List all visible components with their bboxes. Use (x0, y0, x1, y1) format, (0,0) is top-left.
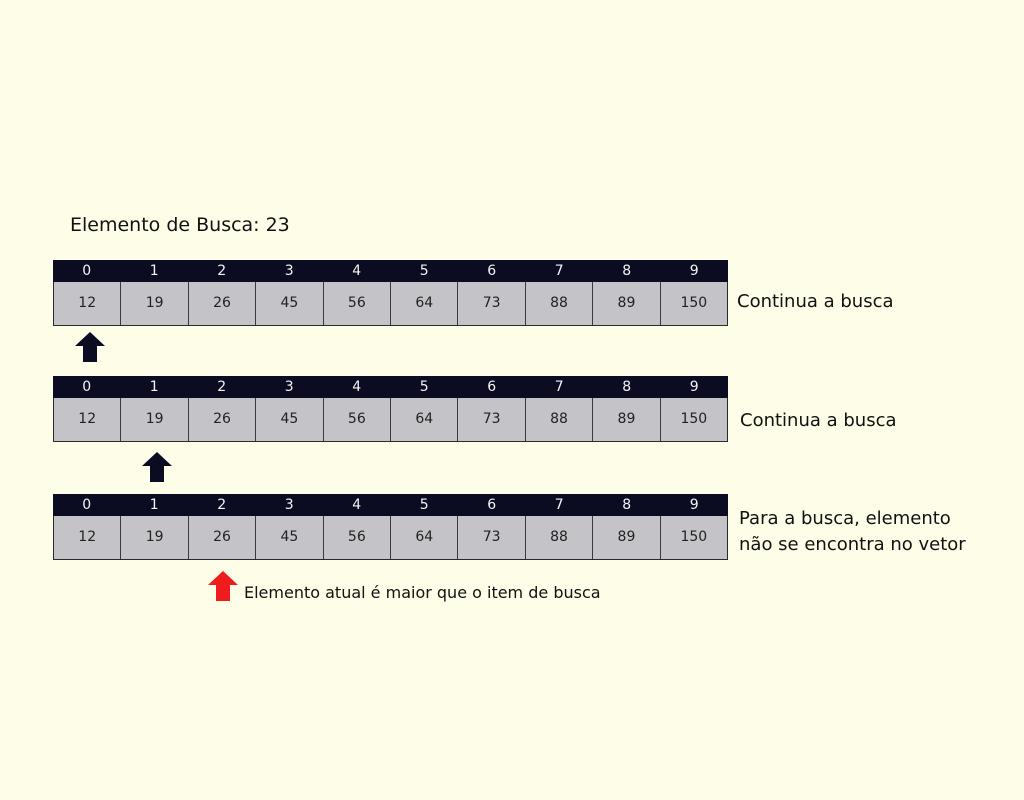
value-cell-6: 73 (457, 398, 524, 441)
search-value: 23 (265, 214, 290, 236)
value-cell-0: 12 (78, 411, 97, 427)
index-cell-3: 3 (284, 379, 294, 395)
index-cell-6: 6 (487, 497, 497, 513)
value-cell-8: 89 (592, 516, 659, 559)
value-cell-2: 26 (188, 516, 255, 559)
value-cell-3: 45 (255, 516, 322, 559)
value-cell-9: 150 (660, 282, 727, 325)
index-cell-0: 0 (82, 263, 92, 279)
value-cell-9: 150 (660, 516, 727, 559)
value-cell-9: 150 (660, 398, 727, 441)
pointer-arrow-up-red-icon (207, 570, 239, 602)
index-cell-2: 2 (217, 263, 227, 279)
step-3-status-line-1: Para a busca, elemento (739, 508, 951, 529)
index-cell-6: 6 (487, 379, 497, 395)
value-cell-2: 26 (188, 282, 255, 325)
stop-reason-note: Elemento atual é maior que o item de busca (244, 583, 601, 602)
index-cell-3: 3 (284, 497, 294, 513)
step-1-status: Continua a busca (737, 291, 894, 312)
index-cell-5: 5 (419, 497, 429, 513)
index-cell-5: 5 (419, 263, 429, 279)
value-cell-8: 89 (592, 282, 659, 325)
value-cell-3: 45 (255, 282, 322, 325)
index-cell-1: 1 (149, 497, 159, 513)
value-cell-1: 19 (120, 282, 187, 325)
index-cell-5: 5 (419, 379, 429, 395)
index-cell-8: 8 (622, 497, 632, 513)
index-cell-9: 9 (689, 379, 699, 395)
step-2-status: Continua a busca (740, 410, 897, 431)
index-cell-8: 8 (622, 379, 632, 395)
array-step-1 (53, 260, 728, 326)
index-cell-1: 1 (149, 379, 159, 395)
search-label-text: Elemento de Busca: (70, 214, 260, 236)
index-cell-8: 8 (622, 263, 632, 279)
value-cell-6: 73 (457, 282, 524, 325)
value-cell-8: 89 (592, 398, 659, 441)
value-row (53, 398, 728, 442)
value-cell-7: 88 (525, 516, 592, 559)
step-3-status (739, 506, 966, 558)
index-cell-9: 9 (689, 263, 699, 279)
value-row (53, 282, 728, 326)
value-cell-7: 88 (525, 282, 592, 325)
index-cell-2: 2 (217, 379, 227, 395)
value-cell-0: 12 (78, 295, 97, 311)
index-row (53, 260, 728, 282)
index-row (53, 376, 728, 398)
index-cell-4: 4 (352, 263, 362, 279)
step-3-status-line-2: não se encontra no vetor (739, 534, 966, 555)
array-step-3 (53, 494, 728, 560)
index-cell-0: 0 (82, 379, 92, 395)
index-cell-6: 6 (487, 263, 497, 279)
value-cell-1: 19 (120, 398, 187, 441)
index-cell-7: 7 (554, 497, 564, 513)
value-row (53, 516, 728, 560)
value-cell-1: 19 (120, 516, 187, 559)
index-cell-2: 2 (217, 497, 227, 513)
value-cell-4: 56 (323, 282, 390, 325)
index-cell-4: 4 (352, 379, 362, 395)
value-cell-4: 56 (323, 398, 390, 441)
index-cell-0: 0 (82, 497, 92, 513)
value-cell-5: 64 (390, 516, 457, 559)
index-cell-7: 7 (554, 263, 564, 279)
value-cell-6: 73 (457, 516, 524, 559)
value-cell-3: 45 (255, 398, 322, 441)
index-cell-3: 3 (284, 263, 294, 279)
index-cell-4: 4 (352, 497, 362, 513)
index-cell-1: 1 (149, 263, 159, 279)
index-cell-9: 9 (689, 497, 699, 513)
index-row (53, 494, 728, 516)
search-element-label (70, 214, 290, 236)
value-cell-7: 88 (525, 398, 592, 441)
array-step-2 (53, 376, 728, 442)
index-cell-7: 7 (554, 379, 564, 395)
pointer-arrow-up-icon (74, 331, 106, 363)
value-cell-4: 56 (323, 516, 390, 559)
value-cell-5: 64 (390, 398, 457, 441)
value-cell-5: 64 (390, 282, 457, 325)
value-cell-2: 26 (188, 398, 255, 441)
pointer-arrow-up-icon (141, 451, 173, 483)
value-cell-0: 12 (78, 529, 97, 545)
